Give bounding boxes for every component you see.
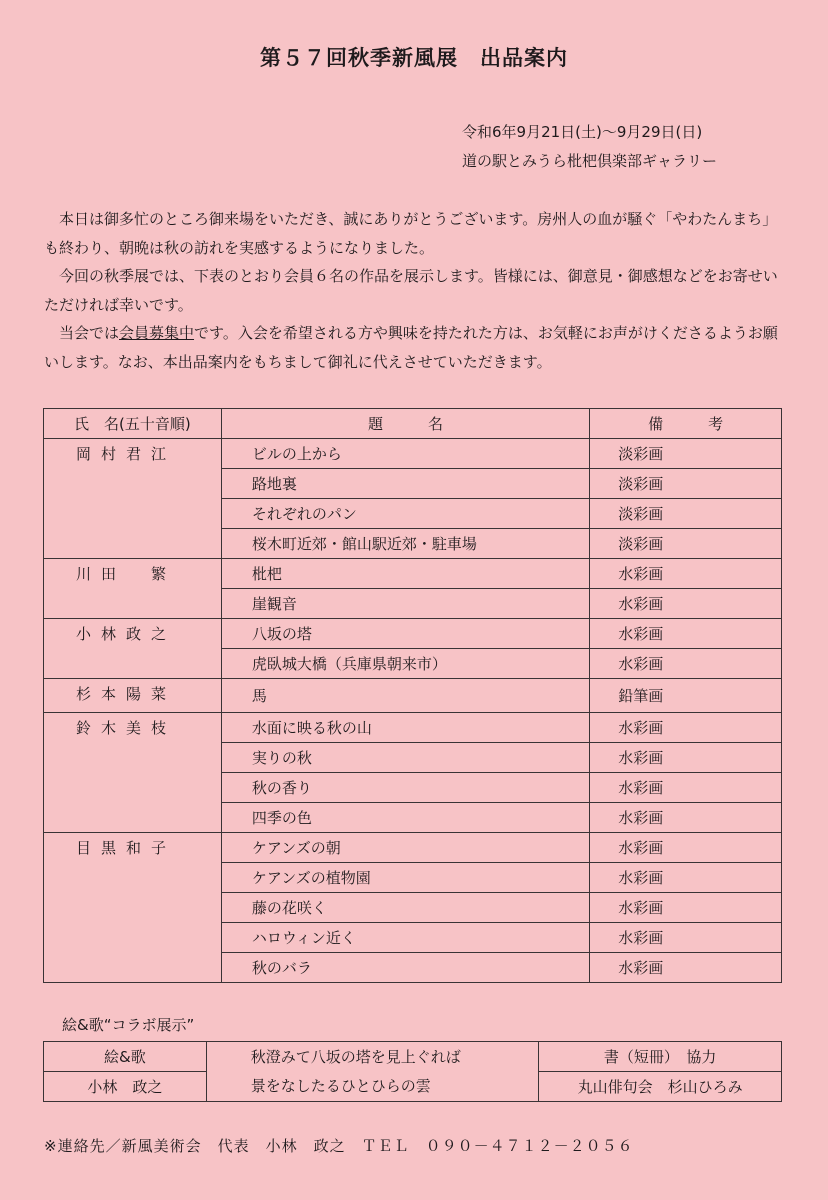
collab-table	[43, 1041, 782, 1102]
work-title: それぞれのパン	[221, 499, 589, 529]
work-note: 水彩画	[590, 559, 782, 589]
work-title: 虎臥城大橋（兵庫県朝来市）	[221, 649, 589, 679]
work-note: 淡彩画	[590, 469, 782, 499]
work-title: 秋のバラ	[221, 953, 589, 983]
collab-poem	[206, 1042, 539, 1102]
works-table-body	[44, 439, 782, 983]
event-info	[462, 118, 717, 176]
works-table	[43, 408, 782, 983]
artist-name: 小林政之	[44, 619, 222, 679]
table-row	[44, 439, 782, 469]
work-title: 八坂の塔	[221, 619, 589, 649]
work-note: 水彩画	[590, 713, 782, 743]
work-note: 鉛筆画	[590, 679, 782, 713]
table-row	[44, 559, 782, 589]
header-note: 備 考	[590, 409, 782, 439]
work-title: 実りの秋	[221, 743, 589, 773]
work-note: 水彩画	[590, 773, 782, 803]
work-note: 水彩画	[590, 923, 782, 953]
work-title: 崖観音	[221, 589, 589, 619]
header-name: 氏 名(五十音順)	[44, 409, 222, 439]
collab-helpers: 丸山俳句会 杉山ひろみ	[539, 1072, 782, 1102]
artist-name: 目黒和子	[44, 833, 222, 983]
contact-info: ※連絡先／新風美術会 代表 小林 政之 ＴＥＬ ０９０－４７１２－２０５６	[44, 1137, 634, 1155]
work-note: 淡彩画	[590, 439, 782, 469]
works-table-header	[44, 409, 782, 439]
table-row	[44, 833, 782, 863]
intro-p3-start: 当会では	[59, 324, 120, 342]
intro-paragraph-2: 今回の秋季展では、下表のとおり会員６名の作品を展示します。皆様には、御意見・御感想などをお寄せいただければ幸いです。	[44, 267, 778, 314]
artist-name: 川田 繁	[44, 559, 222, 619]
work-note: 水彩画	[590, 619, 782, 649]
work-title: 水面に映る秋の山	[221, 713, 589, 743]
intro-p3-end: です。入会を希望される方や興味を持たれた方は、お気軽にお声がけくださるようお願いします。なお、本出品案内をもちまして御礼に代えさせていただきます。	[44, 324, 778, 371]
work-note: 水彩画	[590, 803, 782, 833]
collab-label: 絵&歌“コラボ展示”	[62, 1016, 195, 1034]
intro-text	[44, 205, 784, 376]
work-note: 水彩画	[590, 953, 782, 983]
work-note: 水彩画	[590, 833, 782, 863]
event-dates: 令和6年9月21日(土)～9月29日(日)	[462, 123, 703, 141]
work-note: 水彩画	[590, 743, 782, 773]
page-title: 第５７回秋季新風展 出品案内	[260, 46, 568, 70]
member-recruit-text: 会員募集中	[119, 324, 195, 342]
artist-name: 杉本陽菜	[44, 679, 222, 713]
work-note: 淡彩画	[590, 529, 782, 559]
work-title: ビルの上から	[221, 439, 589, 469]
work-note: 水彩画	[590, 589, 782, 619]
work-title: ケアンズの朝	[221, 833, 589, 863]
work-title: 枇杷	[221, 559, 589, 589]
work-title: 藤の花咲く	[221, 893, 589, 923]
header-title: 題 名	[221, 409, 589, 439]
table-row	[44, 619, 782, 649]
work-title: 秋の香り	[221, 773, 589, 803]
collab-artist: 小林 政之	[44, 1072, 207, 1102]
poem-line-2: 景をなしたるひとひらの雲	[250, 1076, 431, 1095]
work-note: 淡彩画	[590, 499, 782, 529]
table-row	[44, 679, 782, 713]
intro-paragraph-3	[44, 319, 784, 376]
work-note: 水彩画	[590, 863, 782, 893]
artist-name: 岡村君江	[44, 439, 222, 559]
work-note: 水彩画	[590, 649, 782, 679]
artist-name: 鈴木美枝	[44, 713, 222, 833]
work-title: 馬	[221, 679, 589, 713]
table-row	[44, 713, 782, 743]
work-title: ケアンズの植物園	[221, 863, 589, 893]
collab-header-art: 絵&歌	[44, 1042, 207, 1072]
event-venue: 道の駅とみうら枇杷倶楽部ギャラリー	[462, 152, 718, 170]
work-title: ハロウィン近く	[221, 923, 589, 953]
work-title: 路地裏	[221, 469, 589, 499]
work-note: 水彩画	[590, 893, 782, 923]
collab-header-calligraphy: 書（短冊） 協力	[539, 1042, 782, 1072]
work-title: 四季の色	[221, 803, 589, 833]
work-title: 桜木町近郊・館山駅近郊・駐車場	[221, 529, 589, 559]
poem-line-1: 秋澄みて八坂の塔を見上ぐれば	[250, 1047, 461, 1066]
intro-paragraph-1: 本日は御多忙のところ御来場をいただき、誠にありがとうございます。房州人の血が騒ぐ「やわたんまち」も終わり、朝晩は秋の訪れを実感するようになりました。	[44, 210, 778, 257]
